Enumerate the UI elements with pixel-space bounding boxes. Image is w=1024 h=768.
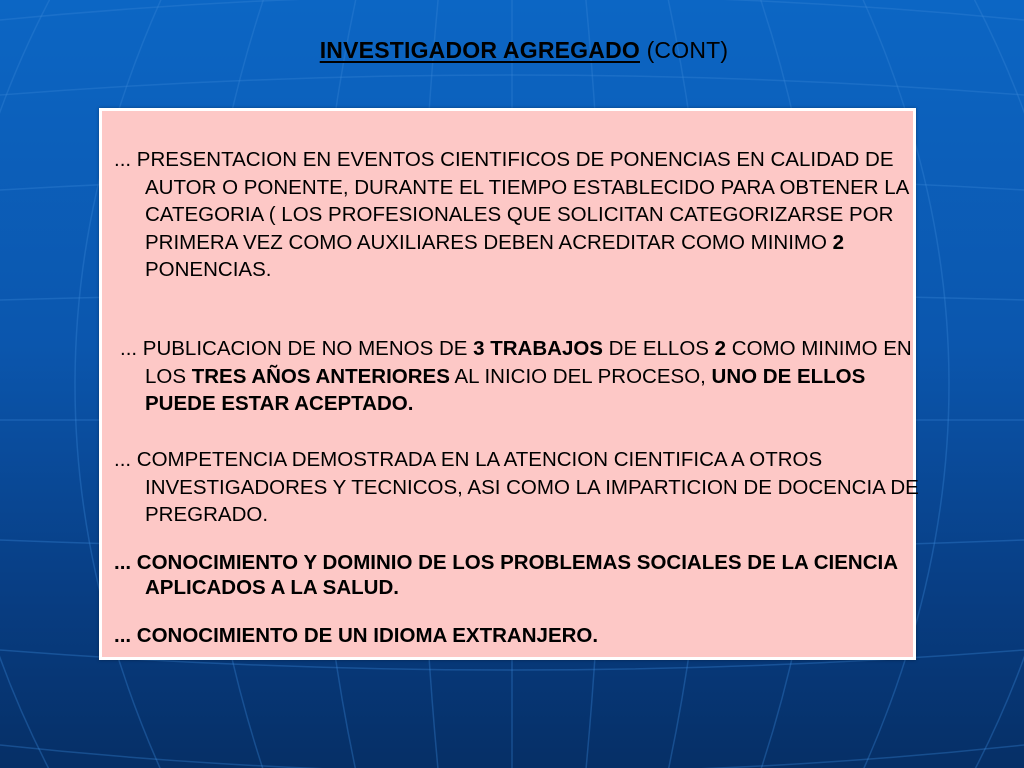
requirement-item [114, 146, 925, 284]
slide-title-suffix: (CONT) [646, 37, 729, 63]
requirement-item [114, 446, 925, 529]
item-text: ... CONOCIMIENTO Y DOMINIO DE LOS PROBLEMAS SOCIALES DE LA CIENCIA APLICADOS A LA SALUD. [114, 551, 898, 599]
item-text: ... PUBLICACION DE NO MENOS DE [120, 337, 474, 360]
item-text: ... COMPETENCIA DEMOSTRADA EN LA ATENCION CIENTIFICA A OTROS INVESTIGADORES Y TECNICOS, ASI COMO LA IMPARTICION DE DOCENCIA DE PREGRADO. [114, 448, 919, 526]
item-text-bold: 2 [832, 230, 845, 254]
item-text-bold: 3 TRABAJOS [473, 337, 603, 360]
slide-title-main: INVESTIGADOR AGREGADO [319, 37, 640, 63]
requirement-item [120, 335, 925, 418]
requirement-item [114, 622, 925, 650]
item-text-bold: 2 [714, 337, 727, 360]
item-text: ... CONOCIMIENTO DE UN IDIOMA EXTRANJERO. [114, 624, 599, 647]
item-text: AL INICIO DEL PROCESO, [449, 364, 712, 388]
item-text: ... PRESENTACION EN EVENTOS CIENTIFICOS DE PONENCIAS EN CALIDAD DE AUTOR O PONENTE, DURANTE EL TIEMPO ESTABLECIDO PARA OBTENER LA CATEGORIA ( LOS PROFESIONALES QUE SOLICITAN CATEGORIZARSE POR PRIMERA VEZ COMO AUXILIARES DEBEN ACREDITAR COMO MINIMO [114, 148, 909, 254]
item-text: PONENCIAS. [145, 258, 272, 281]
item-text: COMO MINIMO EN LOS [145, 337, 912, 388]
slide-title [0, 37, 1024, 64]
requirement-item [114, 550, 925, 600]
item-text: DE ELLOS [602, 337, 715, 360]
content-box [99, 108, 919, 660]
item-text-bold: UNO DE ELLOS PUEDE ESTAR ACEPTADO. [145, 364, 866, 415]
item-text-bold: TRES AÑOS ANTERIORES [191, 364, 450, 388]
